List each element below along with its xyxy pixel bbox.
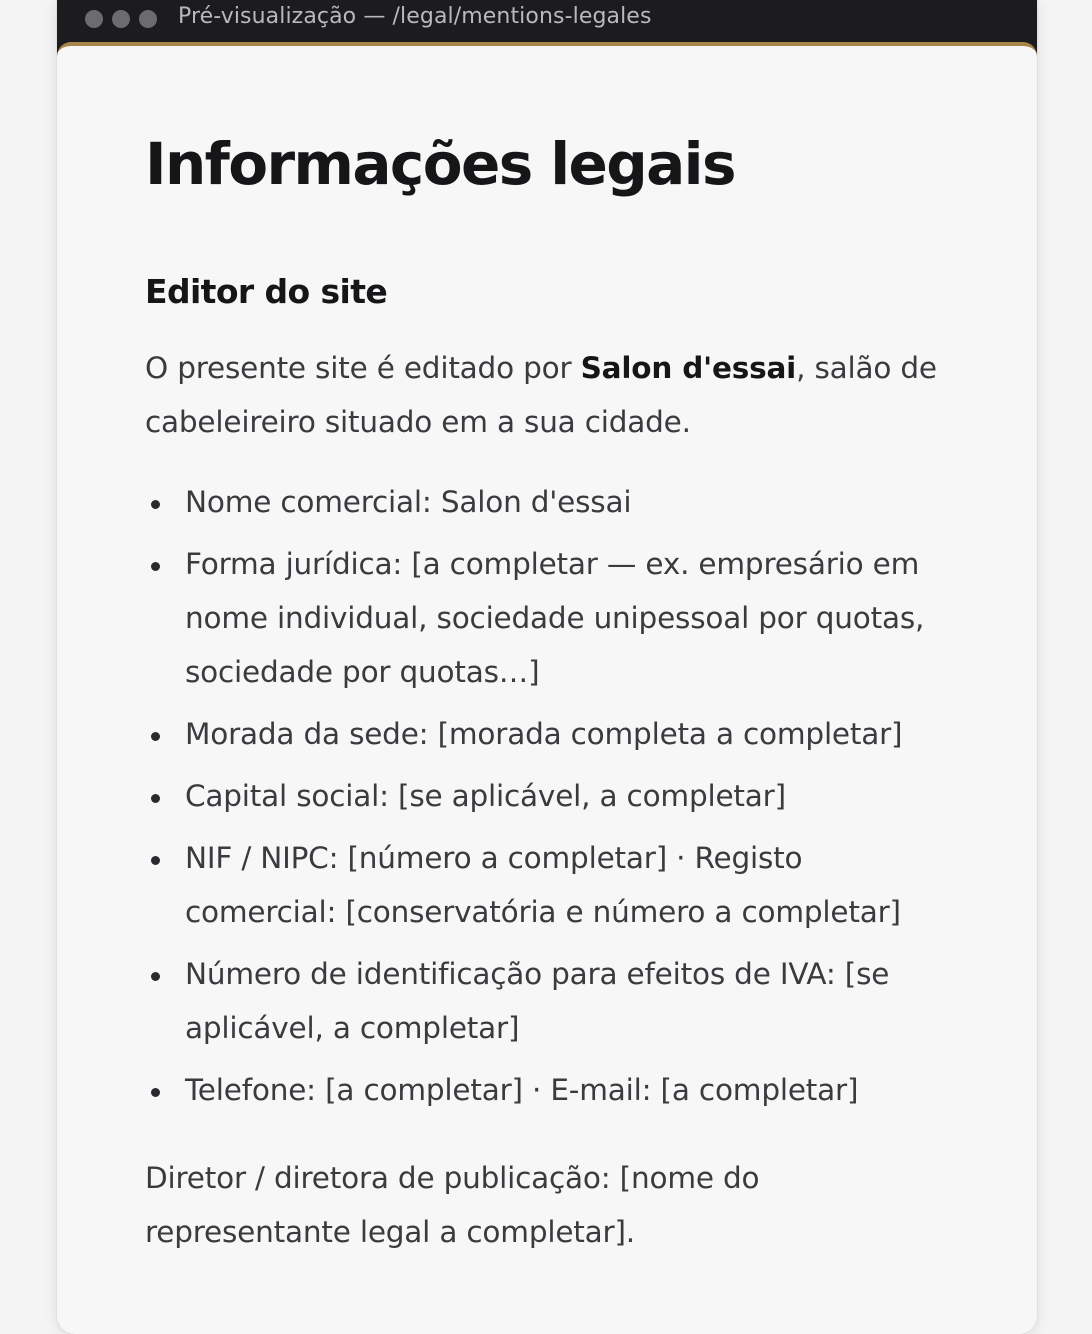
section-title: Editor do site bbox=[145, 272, 388, 311]
maximize-dot-icon[interactable] bbox=[139, 10, 157, 28]
window-controls bbox=[85, 10, 157, 28]
preview-window bbox=[57, 0, 1037, 1334]
list-item: Morada da sede: [morada completa a completar] bbox=[145, 707, 945, 761]
intro-paragraph bbox=[145, 341, 985, 449]
list-item: Número de identificação para efeitos de IVA: [se aplicável, a completar] bbox=[145, 947, 945, 1055]
list-item: Forma jurídica: [a completar — ex. empresário em nome individual, sociedade unipessoal por quotas, sociedade por quotas…] bbox=[145, 537, 945, 699]
window-url-title: Pré-visualização — /legal/mentions-legales bbox=[178, 4, 652, 29]
intro-text-after: , salão de cabeleireiro situado em a sua cidade. bbox=[145, 351, 937, 439]
intro-text-before: O presente site é editado por bbox=[145, 351, 581, 385]
list-item: Telefone: [a completar] · E-mail: [a completar] bbox=[145, 1063, 945, 1117]
minimize-dot-icon[interactable] bbox=[112, 10, 130, 28]
gold-accent-bar bbox=[57, 42, 1037, 56]
list-item: Capital social: [se aplicável, a completar] bbox=[145, 769, 945, 823]
list-item: NIF / NIPC: [número a completar] · Registo comercial: [conservatória e número a completar] bbox=[145, 831, 945, 939]
publication-director: Diretor / diretora de publicação: [nome do representante legal a completar]. bbox=[145, 1161, 760, 1249]
close-dot-icon[interactable] bbox=[85, 10, 103, 28]
site-name-strong: Salon d'essai bbox=[580, 351, 797, 385]
list-item: Nome comercial: Salon d'essai bbox=[145, 475, 945, 529]
window-titlebar bbox=[57, 0, 1037, 42]
page-title: Informações legais bbox=[145, 130, 735, 198]
legal-info-list bbox=[145, 475, 945, 1125]
